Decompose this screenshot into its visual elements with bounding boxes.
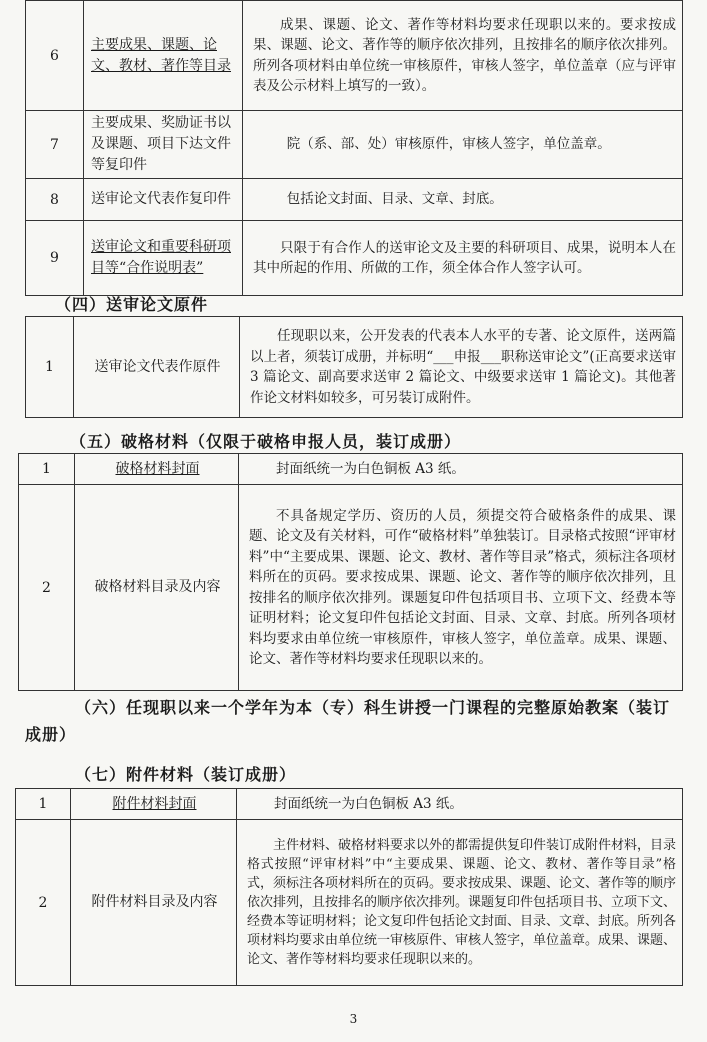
table-row [26, 179, 683, 221]
item-name: 送审论文代表作原件 [74, 317, 240, 418]
table-row [26, 1, 683, 111]
item-description: 不具备规定学历、资历的人员，须提交符合破格条件的成果、课题、论文及有关材料，可作“破格材料”单独装订。目录格式按照“评审材料”中“主要成果、课题、论文、教材、著作等目录”格式，须标注各项材料所在的页码。要求按成果、课题、论文、著作等的顺序依次排列，且按排名的顺序依次排列。课题复印件包括项目书、立项下文、经费本等证明材料；论文复印件包括论文封面、目录、文章、封底。所列各项材料均要求由单位统一审核原件，审核人签字，单位盖章。成果、课题、论文、著作等材料均要求任现职以来的。 [239, 485, 683, 691]
row-number: 9 [26, 221, 84, 296]
section-7-heading: （七）附件材料（装订成册） [75, 765, 297, 784]
section-5-heading: （五）破格材料（仅限于破格申报人员，装订成册） [70, 432, 462, 451]
row-number: 1 [16, 789, 71, 820]
table-row [26, 111, 683, 179]
table-row [19, 454, 683, 485]
section-4-table [25, 316, 683, 418]
item-name: 附件材料封面 [71, 789, 237, 820]
section-4-heading: （四）送审论文原件 [55, 295, 209, 314]
table-row [19, 485, 683, 691]
item-description: 院（系、部、处）审核原件，审核人签字，单位盖章。 [243, 111, 683, 179]
row-number: 1 [26, 317, 74, 418]
item-name: 主要成果、课题、论文、教材、著作等目录 [84, 1, 243, 111]
table-row [16, 789, 683, 820]
row-number: 1 [19, 454, 75, 485]
section-7-table [15, 788, 683, 986]
row-number: 2 [16, 820, 71, 986]
item-description: 只限于有合作人的送审论文及主要的科研项目、成果，说明本人在其中所起的作用、所做的工作，须全体合作人签字认可。 [243, 221, 683, 296]
item-name: 破格材料封面 [75, 454, 239, 485]
table-row [16, 820, 683, 986]
item-name: 送审论文代表作复印件 [84, 179, 243, 221]
item-name: 送审论文和重要科研项目等“合作说明表” [84, 221, 243, 296]
row-number: 7 [26, 111, 84, 179]
section-5-table [18, 453, 683, 691]
item-name: 附件材料目录及内容 [71, 820, 237, 986]
item-name: 主要成果、奖励证书以及课题、项目下达文件等复印件 [84, 111, 243, 179]
row-number: 2 [19, 485, 75, 691]
item-description: 成果、课题、论文、著作等材料均要求任现职以来的。要求按成果、课题、论文、著作等的顺序依次排列，且按排名的顺序依次排列。所列各项材料由单位统一审核原件，审核人签字，单位盖章（应与评审表及公示材料上填写的一致）。 [243, 1, 683, 111]
row-number: 8 [26, 179, 84, 221]
requirements-table-top [25, 0, 683, 296]
section-6-heading: （六）任现职以来一个学年为本（专）科生讲授一门课程的完整原始教案（装订成册） [25, 698, 671, 744]
item-description: 主件材料、破格材料要求以外的都需提供复印件装订成附件材料，目录格式按照“评审材料”中“主要成果、课题、论文、教材、著作等目录”格式，须标注各项材料所在的页码。要求按成果、课题、论文、著作等的顺序依次排列，且按排名的顺序依次排列。课题复印件包括项目书、立项下文、经费本等证明材料；论文复印件包括论文封面、目录、文章、封底。所列各项材料均要求由单位统一审核原件、审核人签字，单位盖章。成果、课题、论文、著作等材料均要求任现职以来的。 [237, 820, 683, 986]
table-row [26, 317, 683, 418]
item-name: 破格材料目录及内容 [75, 485, 239, 691]
item-description: 封面纸统一为白色铜板 A3 纸。 [237, 789, 683, 820]
table-row [26, 221, 683, 296]
item-description: 封面纸统一为白色铜板 A3 纸。 [239, 454, 683, 485]
item-description: 包括论文封面、目录、文章、封底。 [243, 179, 683, 221]
item-description: 任现职以来，公开发表的代表本人水平的专著、论文原件，送两篇以上者，须装订成册，并标明“___申报___职称送审论文”(正高要求送审 3 篇论文、副高要求送审 2 篇论文、中级要求送审 1 篇论文)。其他著作论文材料如较多，可另装订成附件。 [240, 317, 683, 418]
row-number: 6 [26, 1, 84, 111]
page-number: 3 [349, 1012, 358, 1026]
